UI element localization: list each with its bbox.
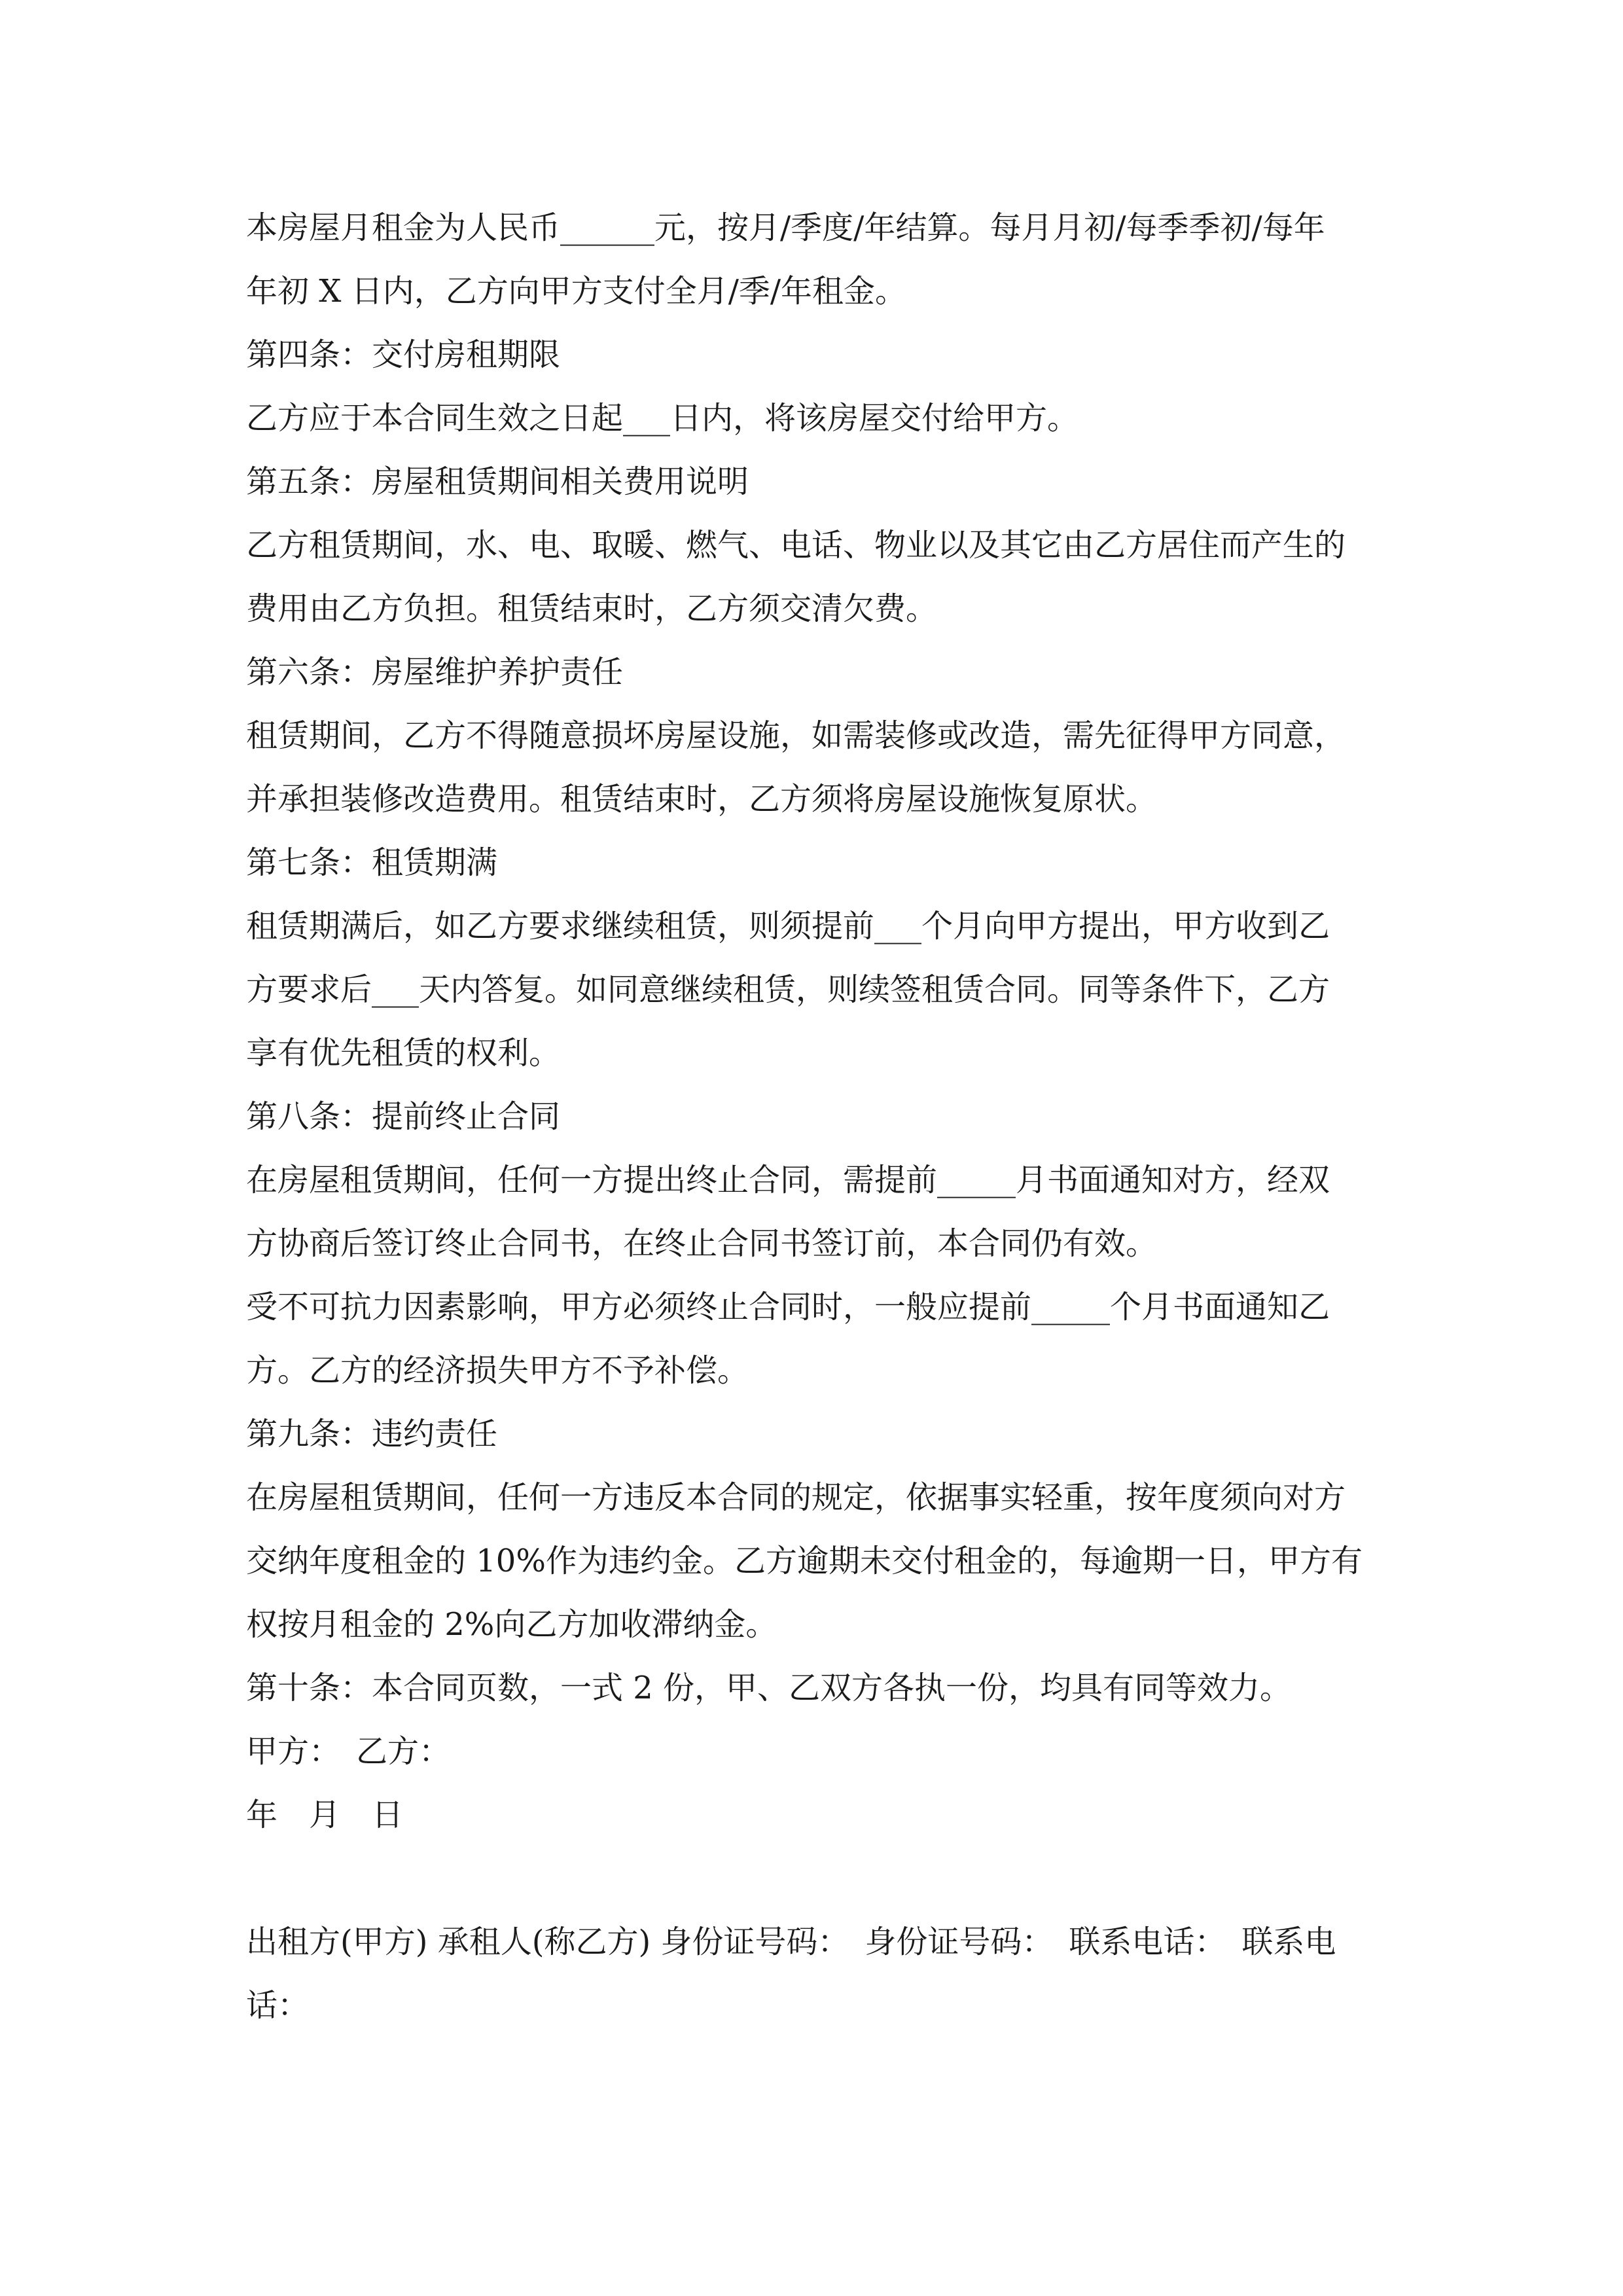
article-4-text: 乙方应于本合同生效之日起___日内，将该房屋交付给甲方。	[246, 400, 1079, 437]
document-body	[246, 196, 1398, 2037]
footer-info-line-1: 出租方(甲方) 承租人(称乙方) 身份证号码： 身份证号码： 联系电话： 联系电	[246, 1924, 1336, 1960]
rent-amount-line-2: 年初 X 日内，乙方向甲方支付全月/季/年租金。	[246, 273, 907, 310]
article-9-text-line-1: 在房屋租赁期间，任何一方违反本合同的规定，依据事实轻重，按年度须向对方	[246, 1479, 1346, 1516]
article-7-text-line-2: 方要求后___天内答复。如同意继续租赁，则续签租赁合同。同等条件下，乙方	[246, 971, 1330, 1008]
article-9-text-line-3: 权按月租金的 2%向乙方加收滞纳金。	[246, 1606, 777, 1643]
article-5-text-line-1: 乙方租赁期间，水、电、取暖、燃气、电话、物业以及其它由乙方居住而产生的	[246, 527, 1346, 564]
article-8-heading: 第八条：提前终止合同	[246, 1098, 561, 1135]
article-8-text-line-3: 受不可抗力因素影响，甲方必须终止合同时，一般应提前_____个月书面通知乙	[246, 1289, 1330, 1325]
article-5-text-line-2: 费用由乙方负担。租赁结束时，乙方须交清欠费。	[246, 590, 938, 627]
article-6-heading: 第六条：房屋维护养护责任	[246, 654, 624, 691]
article-8-text-line-4: 方。乙方的经济损失甲方不予补偿。	[246, 1352, 749, 1389]
signature-date: 年 月 日	[246, 1797, 404, 1833]
article-6-text-line-1: 租赁期间，乙方不得随意损坏房屋设施，如需装修或改造，需先征得甲方同意，	[246, 717, 1346, 754]
article-8-text-line-2: 方协商后签订终止合同书，在终止合同书签订前，本合同仍有效。	[246, 1225, 1158, 1262]
section-spacer	[246, 1847, 1398, 1910]
article-7-text-line-3: 享有优先租赁的权利。	[246, 1035, 561, 1071]
footer-info-line-2: 话：	[246, 1987, 310, 2024]
rent-amount-line-1: 本房屋月租金为人民币______元，按月/季度/年结算。每月月初/每季季初/每年	[246, 209, 1325, 246]
article-7-heading: 第七条：租赁期满	[246, 844, 498, 881]
signature-parties: 甲方： 乙方：	[246, 1733, 451, 1770]
article-8-text-line-1: 在房屋租赁期间，任何一方提出终止合同，需提前_____月书面通知对方，经双	[246, 1162, 1330, 1198]
article-7-text-line-1: 租赁期满后，如乙方要求继续租赁，则须提前___个月向甲方提出，甲方收到乙	[246, 908, 1330, 944]
article-4-heading: 第四条：交付房租期限	[246, 336, 561, 373]
article-5-heading: 第五条：房屋租赁期间相关费用说明	[246, 463, 749, 500]
article-9-text-line-2: 交纳年度租金的 10%作为违约金。乙方逾期未交付租金的，每逾期一日，甲方有	[246, 1543, 1363, 1579]
article-10-text: 第十条：本合同页数，一式 2 份，甲、乙双方各执一份，均具有同等效力。	[246, 1670, 1292, 1706]
article-9-heading: 第九条：违约责任	[246, 1416, 498, 1452]
article-6-text-line-2: 并承担装修改造费用。租赁结束时，乙方须将房屋设施恢复原状。	[246, 781, 1158, 817]
